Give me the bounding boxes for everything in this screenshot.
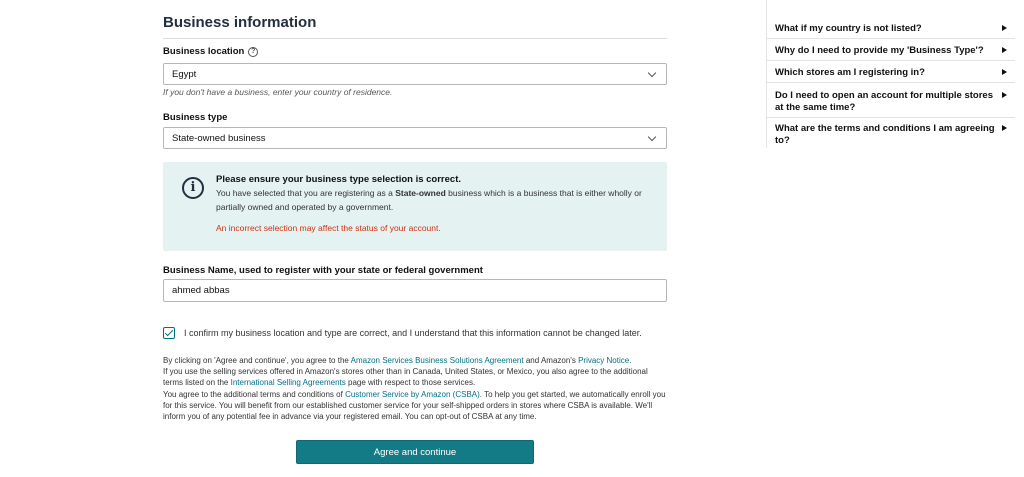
privacy-notice-link[interactable]: Privacy Notice	[578, 356, 630, 365]
chevron-down-icon	[648, 68, 656, 76]
csba-link[interactable]: Customer Service by Amazon (CSBA)	[345, 389, 480, 399]
faq-item-country[interactable]	[775, 23, 1007, 35]
international-selling-agreements-link[interactable]: International Selling Agreements	[230, 378, 346, 388]
chevron-down-icon	[648, 132, 656, 140]
faq-divider	[767, 38, 1015, 39]
notice-text-bold: State-owned	[395, 188, 446, 198]
confirm-checkbox[interactable]	[163, 327, 175, 339]
section-title: Business information	[163, 14, 317, 31]
question-circle-icon[interactable]: ?	[248, 47, 258, 57]
faq-item-text: Which stores am I registering in?	[775, 67, 925, 78]
notice-title: Please ensure your business type selection is correct.	[216, 174, 461, 185]
business-type-label: Business type	[163, 112, 228, 123]
faq-divider	[767, 117, 1015, 118]
business-location-label-text: Business location	[163, 46, 245, 57]
confirm-row	[163, 327, 642, 339]
legal-p1-before: By clicking on 'Agree and continue', you agree to the	[163, 356, 351, 365]
caret-right-icon	[1002, 125, 1007, 131]
confirm-label: I confirm my business location and type are correct, and I understand that this information cannot be changed later.	[184, 328, 642, 338]
faq-item-terms[interactable]	[775, 123, 1007, 147]
legal-paragraph-3	[163, 389, 669, 423]
faq-divider	[767, 82, 1015, 83]
legal-text	[163, 355, 669, 422]
caret-right-icon	[1002, 25, 1007, 31]
caret-right-icon	[1002, 47, 1007, 53]
legal-p3-after: . To help you get started, we automatically enroll you for this service. You will benefit from our established customer service for your self-shipped orders in stores where CSBA is available. We'll inform you of any potential fee in advance via your registered email. You can opt-out of CSBA at any time.	[163, 389, 666, 422]
legal-p3-before: You agree to the additional terms and conditions of	[163, 389, 346, 399]
title-divider	[163, 38, 667, 39]
notice-text-before: You have selected that you are registering as a	[216, 188, 396, 198]
faq-item-text: Do I need to open an account for multiple stores at the same time?	[775, 90, 993, 113]
caret-right-icon	[1002, 92, 1007, 98]
legal-p2-after: page with respect to those services.	[345, 378, 476, 388]
business-location-hint: If you don't have a business, enter your country of residence.	[163, 87, 393, 97]
legal-p2-before: If you use the selling services offered in Amazon's stores other than in Canada, United States, or Mexico, you also agree to the additional terms listed on the	[163, 367, 648, 388]
faq-item-stores[interactable]	[775, 67, 1007, 79]
notice-warning: An incorrect selection may affect the status of your account.	[216, 223, 441, 233]
notice-text	[216, 186, 646, 214]
agree-and-continue-button[interactable]: Agree and continue	[296, 440, 534, 464]
business-location-value: Egypt	[172, 68, 197, 80]
business-type-select[interactable]	[163, 127, 667, 149]
faq-item-text: What if my country is not listed?	[775, 23, 922, 34]
legal-p1-end: .	[629, 356, 632, 365]
business-location-select[interactable]	[163, 63, 667, 85]
faq-divider	[767, 60, 1015, 61]
legal-p1-mid: and Amazon's	[523, 356, 579, 365]
faq-item-text: Why do I need to provide my 'Business Type'?	[775, 45, 984, 56]
bsa-link[interactable]: Amazon Services Business Solutions Agreement	[350, 356, 524, 365]
business-location-label	[163, 46, 258, 57]
faq-item-business-type[interactable]	[775, 45, 1007, 57]
business-name-input[interactable]: ahmed abbas	[163, 279, 667, 302]
faq-item-text: What are the terms and conditions I am agreeing to?	[775, 123, 995, 146]
business-name-label: Business Name, used to register with your state or federal government	[163, 265, 483, 276]
legal-paragraph-2	[163, 366, 669, 388]
info-icon: i	[182, 177, 204, 199]
business-type-notice	[163, 162, 667, 251]
business-type-value: State-owned business	[172, 132, 266, 144]
legal-paragraph-1	[163, 355, 669, 366]
notice-text-after: business which is a business that is either wholly or partially owned and operated by a government.	[216, 188, 642, 212]
faq-item-multiple-stores[interactable]	[775, 90, 1007, 114]
faq-panel	[766, 0, 1014, 148]
caret-right-icon	[1002, 69, 1007, 75]
